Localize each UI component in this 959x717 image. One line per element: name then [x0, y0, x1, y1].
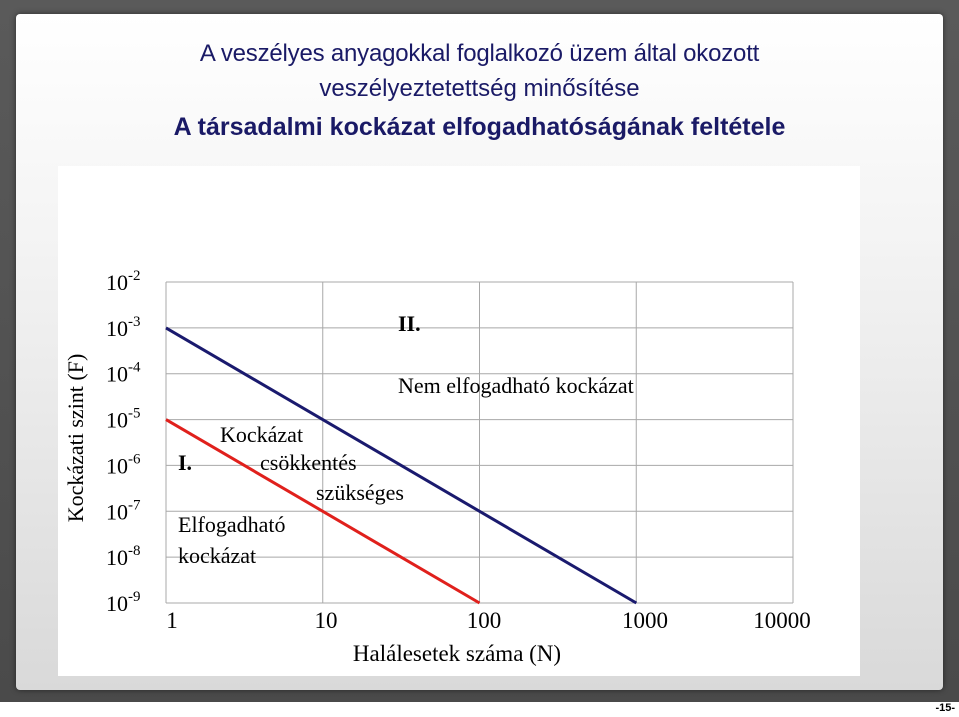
- y-tick-label: $10^{-3}$: [106, 313, 141, 341]
- y-tick-labels: [106, 268, 141, 616]
- y-tick-label: $10^{-6}$: [106, 451, 141, 479]
- x-tick-labels: [166, 608, 811, 633]
- title-line-3: A társadalmi kockázat elfogadhatóságának feltétele: [173, 113, 786, 141]
- y-tick-label: $10^{-5}$: [106, 405, 141, 433]
- region-ii-label: II.: [398, 311, 421, 336]
- y-tick-label: $10^{-8}$: [106, 543, 141, 571]
- unacceptable-risk-label: Nem elfogadható kockázat: [398, 373, 634, 398]
- y-axis-label: Kockázati szint (F): [63, 353, 88, 523]
- x-axis-label: Halálesetek száma (N): [352, 641, 562, 666]
- x-tick-label: 1: [166, 608, 178, 633]
- x-tick-label: 10: [314, 608, 338, 633]
- page-number: -15-: [935, 702, 955, 714]
- title-line-1: A veszélyes anyagokkal foglalkozó üzem által okozott: [199, 40, 760, 67]
- y-tick-label: $10^{-4}$: [106, 359, 141, 387]
- x-tick-label: 10000: [753, 608, 811, 633]
- acceptable-risk-label-2: kockázat: [178, 543, 257, 568]
- risk-reduction-label-3: szükséges: [316, 480, 404, 505]
- x-tick-label: 1000: [622, 608, 668, 633]
- risk-reduction-label-2: csökkentés: [260, 450, 357, 475]
- acceptable-risk-label-1: Elfogadható: [178, 512, 286, 537]
- region-i-label: I.: [178, 450, 193, 475]
- risk-reduction-label-1: Kockázat: [220, 422, 304, 447]
- x-tick-label: 100: [466, 608, 502, 633]
- y-tick-label: $10^{-2}$: [106, 268, 141, 295]
- title-line-2: veszélyeztetettség minősítése: [319, 75, 640, 102]
- y-tick-label: $10^{-7}$: [106, 497, 141, 525]
- y-tick-label: $10^{-9}$: [106, 589, 141, 616]
